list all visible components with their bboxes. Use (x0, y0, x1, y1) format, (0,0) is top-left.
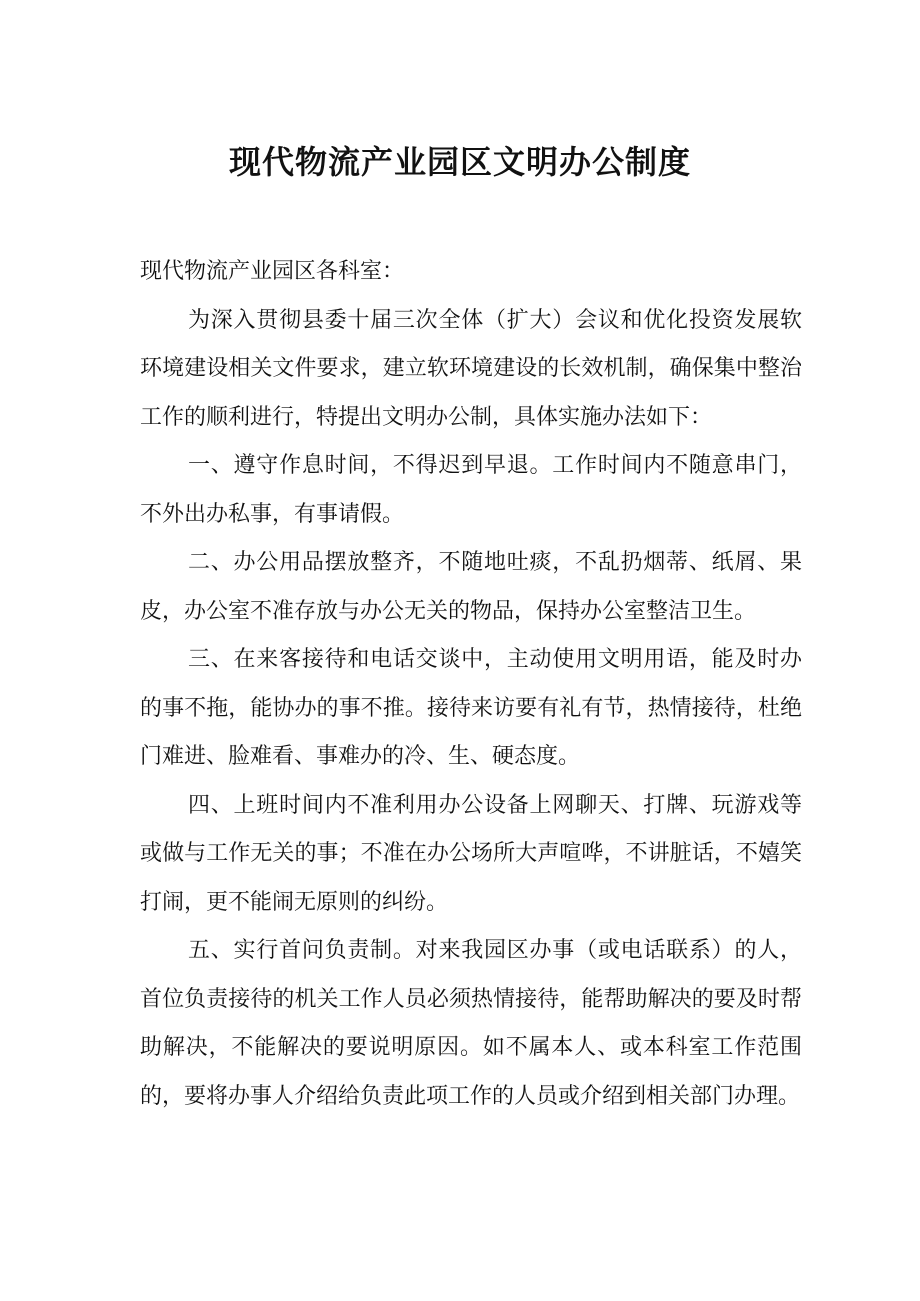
paragraph-rule-5: 五、实行首问负责制。对来我园区办事（或电话联系）的人，首位负责接待的机关工作人员必须热情接待，能帮助解决的要及时帮助解决，不能解决的要说明原因。如不属本人、或本科室工作范围的，要将办事人介绍给负责此项工作的人员或介绍到相关部门办理。 (140, 938, 802, 1109)
document-title: 现代物流产业园区文明办公制度 (228, 143, 691, 181)
salutation: 现代物流产业园区各科室： (140, 259, 405, 284)
paragraph-rule-2: 二、办公用品摆放整齐，不随地吐痰，不乱扔烟蒂、纸屑、果皮，办公室不准存放与办公无关的物品，保持办公室整洁卫生。 (140, 550, 802, 624)
paragraph-rule-3: 三、在来客接待和电话交谈中，主动使用文明用语，能及时办的事不拖，能协办的事不推。接待来访要有礼有节，热情接待，杜绝门难进、脸难看、事难办的冷、生、硬态度。 (140, 647, 802, 769)
paragraph-rule-1: 一、遵守作息时间，不得迟到早退。工作时间内不随意串门，不外出办私事，有事请假。 (140, 453, 802, 527)
document-body (140, 248, 802, 1121)
paragraph-rule-4: 四、上班时间内不准利用办公设备上网聊天、打牌、玩游戏等或做与工作无关的事；不准在办公场所大声喧哗，不讲脏话，不嬉笑打闹，更不能闹无原则的纠纷。 (140, 792, 802, 915)
paragraph-intro: 为深入贯彻县委十届三次全体（扩大）会议和优化投资发展软环境建设相关文件要求，建立软环境建设的长效机制，确保集中整治工作的顺利进行，特提出文明办公制，具体实施办法如下： (140, 307, 802, 430)
